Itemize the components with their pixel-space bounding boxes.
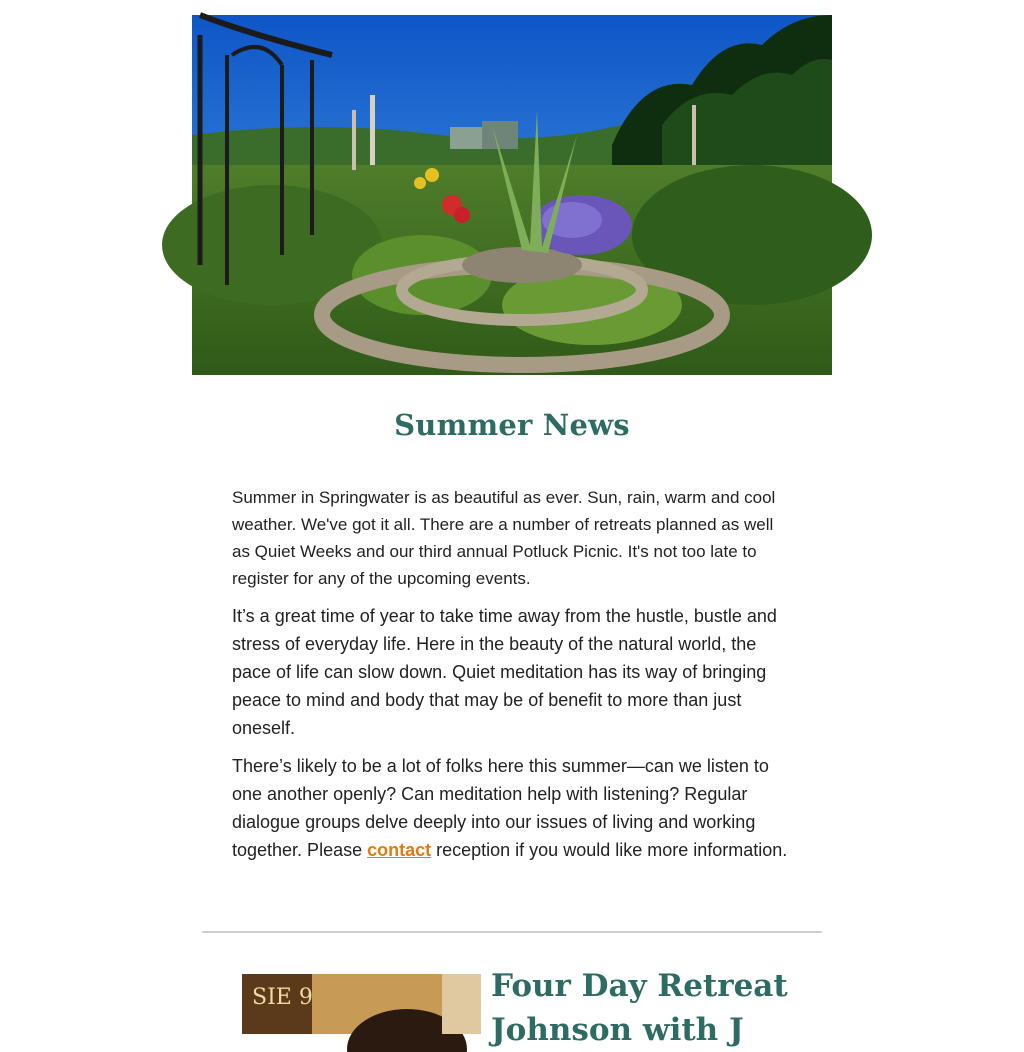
body-paragraph-2: It’s a great time of year to take time away from the hustle, bustle and stress of everyday life. Here in the beauty of the natural world, the pace of life can slow down. Quiet meditation has its way of bringing peace to mind and body that may be of benefit to more than just oneself.: [232, 606, 777, 738]
paragraph-3-text-after: reception if you would like more information.: [431, 840, 788, 860]
body-paragraph-3: [232, 752, 792, 864]
thumb-sign-text: SIE 9: [252, 985, 313, 1010]
retreat-article-title[interactable]: Four Day Retreat Johnson with J: [491, 968, 788, 1048]
contact-link[interactable]: contact: [367, 840, 432, 860]
hero-garden-image: [192, 15, 832, 375]
retreat-thumbnail-image: [242, 974, 481, 1034]
paragraph-3-text-before: There’s likely to be a lot of folks here this summer—can we listen to one another openly? Can meditation help with listening? Regular dialogue groups delve deeply into our issues of living and working together. Please: [232, 756, 769, 860]
section-divider: [202, 931, 822, 933]
intro-paragraph: Summer in Springwater is as beautiful as ever. Sun, rain, warm and cool weather. We've got it all. There are a number of retreats planned as well as Quiet Weeks and our third annual Potluck Picnic. It's not too late to register for any of the upcoming events.: [232, 488, 776, 588]
newsletter-title: Summer News: [394, 408, 630, 442]
